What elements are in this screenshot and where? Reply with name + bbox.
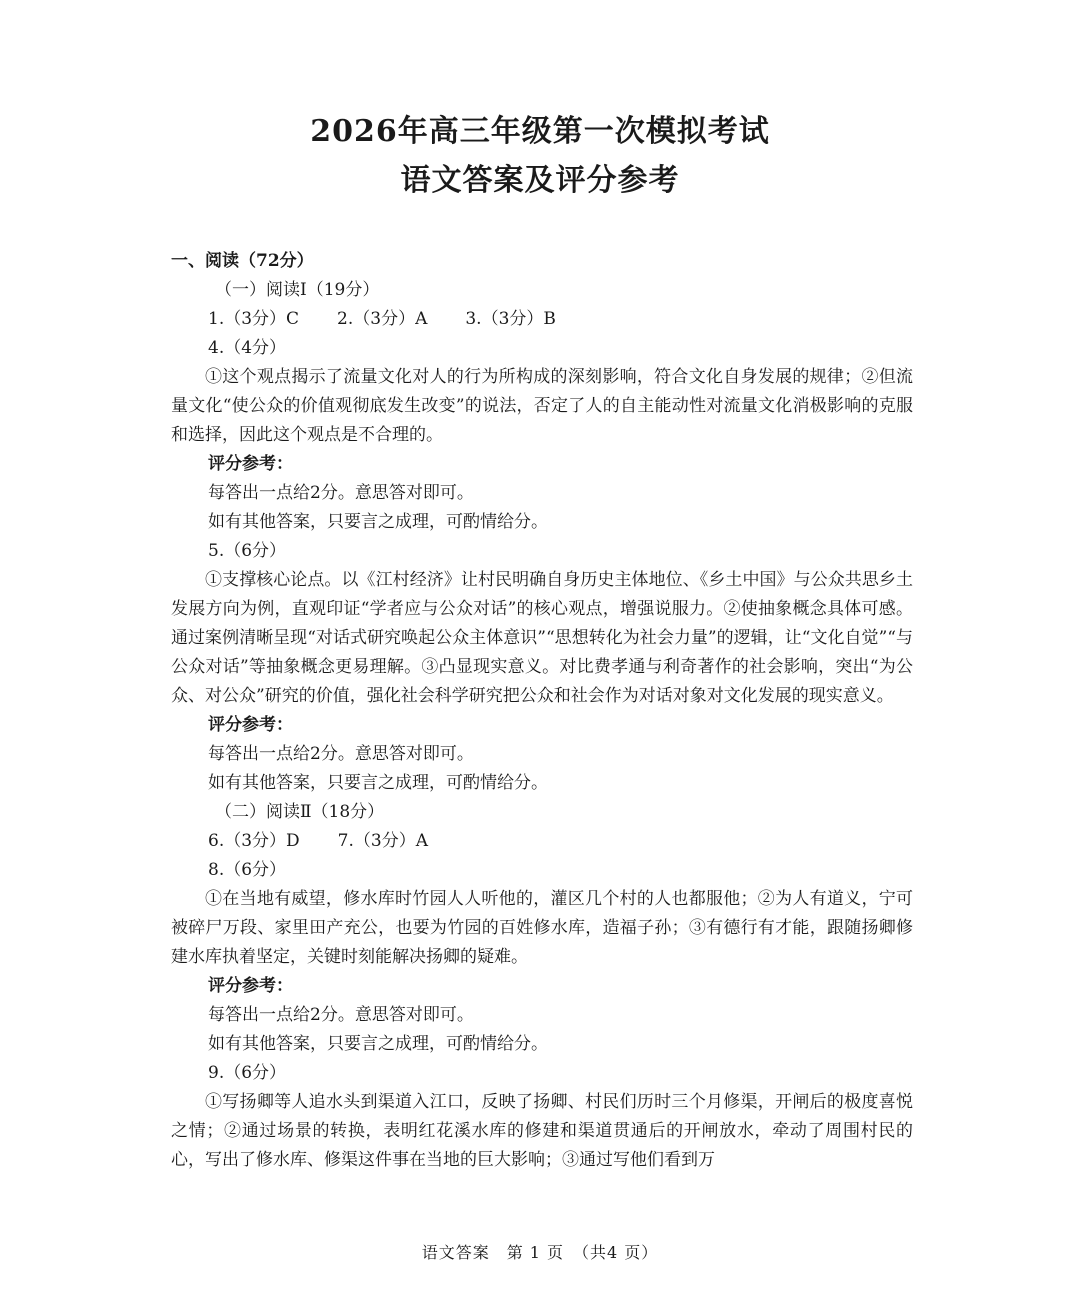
answer-content xyxy=(171,247,913,1175)
q4-heading: 4.（4分） xyxy=(208,338,287,358)
document-title-line-2: 语文答案及评分参考 xyxy=(400,163,680,198)
q5-scoring-1: 每答出一点给2分。意思答对即可。 xyxy=(208,744,474,764)
q9-heading: 9.（6分） xyxy=(208,1063,287,1083)
q8-scoring-label: 评分参考： xyxy=(208,976,293,996)
answer-q1: 1.（3分）C xyxy=(208,309,300,329)
q5-answer: ①支撑核心论点。以《江村经济》让村民明确自身历史主体地位、《乡土中国》与公众共思乡土发展方向为例，直观印证“学者应与公众对话”的核心观点，增强说服力。②使抽象概念具体可感。通过案例清晰呈现“对话式研究唤起公众主体意识”“思想转化为社会力量”的逻辑，让“文化自觉”“与公众对话”等抽象概念更易理解。③凸显现实意义。对比费孝通与利奇著作的社会影响，突出“为公众、对公众”研究的价值，强化社会科学研究把公众和社会作为对话对象对文化发展的现实意义。 xyxy=(171,570,913,706)
q5-scoring-2: 如有其他答案，只要言之成理，可酌情给分。 xyxy=(208,773,548,793)
page-footer: 语文答案 第 1 页 （共4 页） xyxy=(421,1243,659,1262)
answer-q3: 3.（3分）B xyxy=(465,309,556,329)
answers-row-1-3 xyxy=(171,305,913,334)
q5-heading: 5.（6分） xyxy=(208,541,287,561)
section-heading-reading: 一、阅读（72分） xyxy=(171,251,314,271)
answer-q6: 6.（3分）D xyxy=(208,831,300,851)
subsection-heading-reading-1: （一）阅读Ⅰ（19分） xyxy=(215,280,380,300)
q4-scoring-2: 如有其他答案，只要言之成理，可酌情给分。 xyxy=(208,512,548,532)
document-title-line-1: 2026年高三年级第一次模拟考试 xyxy=(310,114,770,149)
q8-scoring-2: 如有其他答案，只要言之成理，可酌情给分。 xyxy=(208,1034,548,1054)
q5-scoring-label: 评分参考： xyxy=(208,715,293,735)
q9-answer: ①写扬卿等人追水头到渠道入江口，反映了扬卿、村民们历时三个月修渠，开闸后的极度喜悦之情；②通过场景的转换，表明红花溪水库的修建和渠道贯通后的开闸放水，牵动了周围村民的心，写出了修水库、修渠这件事在当地的巨大影响；③通过写他们看到万 xyxy=(171,1092,913,1170)
q8-heading: 8.（6分） xyxy=(208,860,287,880)
answer-q2: 2.（3分）A xyxy=(337,309,428,329)
q4-scoring-label: 评分参考： xyxy=(208,454,293,474)
q4-answer: ①这个观点揭示了流量文化对人的行为所构成的深刻影响，符合文化自身发展的规律；②但流量文化“使公众的价值观彻底发生改变”的说法，否定了人的自主能动性对流量文化消极影响的克服和选择，因此这个观点是不合理的。 xyxy=(171,367,913,445)
answer-q7: 7.（3分）A xyxy=(337,831,428,851)
q4-scoring-1: 每答出一点给2分。意思答对即可。 xyxy=(208,483,474,503)
q8-answer: ①在当地有威望，修水库时竹园人人听他的，灌区几个村的人也都服他；②为人有道义，宁可被碎尸万段、家里田产充公，也要为竹园的百姓修水库，造福子孙；③有德行有才能，跟随扬卿修建水库执着坚定，关键时刻能解决扬卿的疑难。 xyxy=(171,889,913,967)
answers-row-6-7 xyxy=(171,827,913,856)
q8-scoring-1: 每答出一点给2分。意思答对即可。 xyxy=(208,1005,474,1025)
subsection-heading-reading-2: （二）阅读Ⅱ（18分） xyxy=(215,802,385,822)
